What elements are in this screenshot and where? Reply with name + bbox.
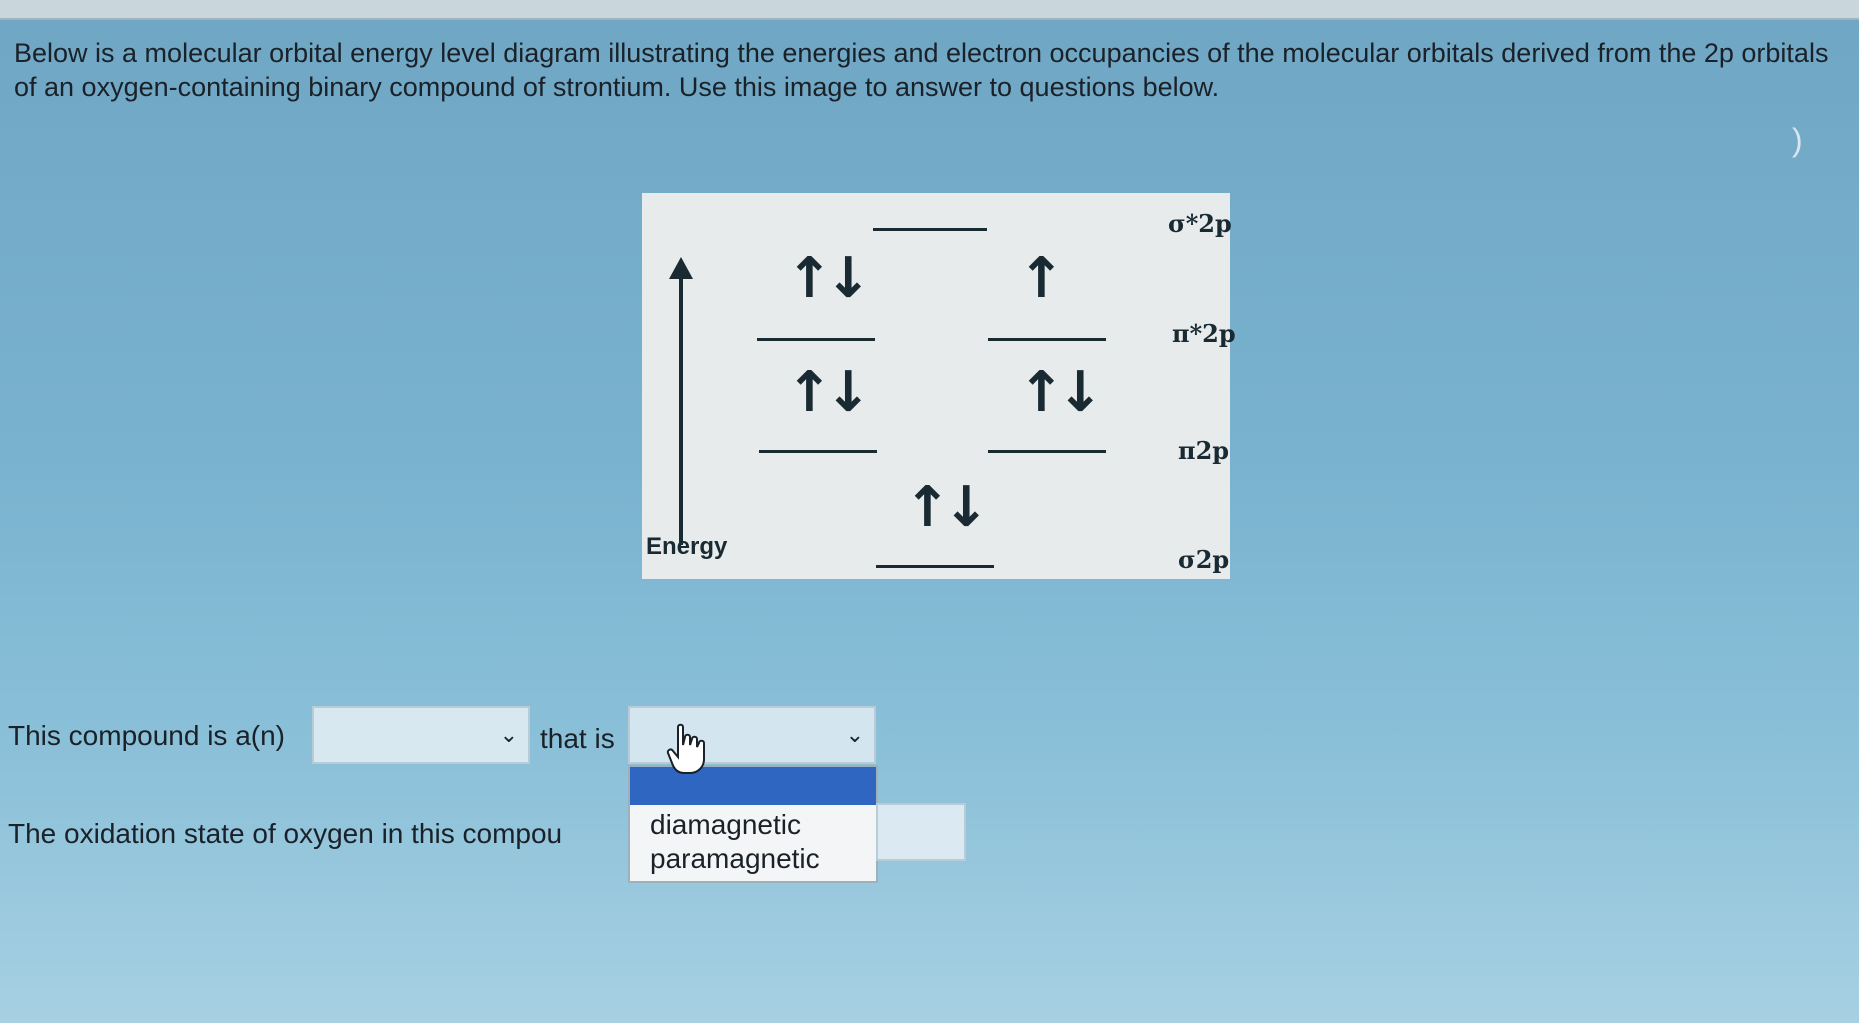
energy-label: Energy [646, 533, 728, 560]
compound-type-select[interactable] [312, 706, 530, 764]
pi-right-electrons: ↑↓ [1018, 360, 1096, 425]
dropdown-option-diamagnetic[interactable]: diamagnetic [650, 809, 801, 840]
sigma-star-level [873, 228, 987, 231]
pi-star-left-electrons: ↑↓ [786, 246, 864, 311]
pi-star-label: π*2p [1172, 319, 1236, 348]
sigma-star-label: σ*2p [1168, 209, 1232, 238]
dropdown-option-paramagnetic[interactable]: paramagnetic [650, 843, 820, 874]
pi-label: π2p [1178, 436, 1230, 465]
mo-diagram [642, 193, 1236, 579]
chevron-down-icon: ⌄ [499, 723, 518, 748]
pi-left-electrons: ↑↓ [786, 360, 864, 425]
pi-star-right-electrons: ↑ [1018, 246, 1057, 311]
question1-middle: that is [540, 723, 615, 754]
sigma-electrons: ↑↓ [904, 475, 982, 540]
magnetism-dropdown-list [628, 765, 878, 883]
pi-star-left-level [757, 338, 875, 341]
pi-right-level [988, 450, 1106, 453]
paren-glyph: ) [1792, 122, 1803, 158]
question2-text: The oxidation state of oxygen in this compou [8, 818, 563, 849]
question1-prefix: This compound is a(n) [8, 720, 286, 751]
top-bar [0, 0, 1859, 20]
hand-cursor-icon [666, 723, 706, 775]
intro-text: Below is a molecular orbital energy level diagram illustrating the energies and electron occupancies of the molecular orbitals derived from the 2p orbitals of an oxygen-containing binary compound of strontium. Use this image to answer to questions below. [14, 38, 1829, 102]
pi-star-right-level [988, 338, 1106, 341]
pi-left-level [759, 450, 877, 453]
energy-axis [679, 273, 683, 545]
chevron-down-icon: ⌄ [845, 723, 864, 748]
oxidation-state-input[interactable] [876, 803, 966, 861]
sigma-label: σ2p [1178, 545, 1230, 574]
sigma-level [876, 565, 994, 568]
